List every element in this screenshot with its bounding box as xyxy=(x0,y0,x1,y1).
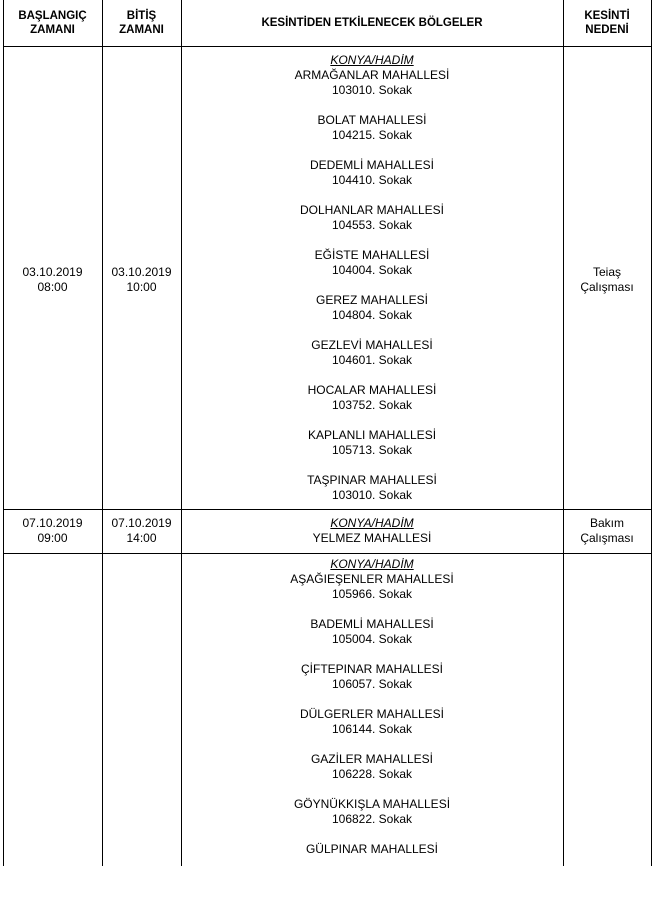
province-label: KONYA/HADİM xyxy=(330,516,414,530)
row-divider-2 xyxy=(3,553,652,554)
header-start-time: BAŞLANGIÇ ZAMANI xyxy=(18,10,87,36)
row3-regions xyxy=(181,557,563,857)
list-item: GEZLEVİ MAHALLESİ 104601. Sokak xyxy=(311,338,433,367)
list-item: GÜLPINAR MAHALLESİ xyxy=(305,842,439,856)
list-item: YELMEZ MAHALLESİ xyxy=(312,531,432,545)
table-border-left xyxy=(3,0,4,866)
list-item: BOLAT MAHALLESİ 104215. Sokak xyxy=(317,113,427,142)
row-divider-1 xyxy=(3,509,652,510)
header-affected-regions: KESİNTİDEN ETKİLENECEK BÖLGELER xyxy=(261,17,483,29)
list-item: HOCALAR MAHALLESİ 103752. Sokak xyxy=(307,383,437,412)
list-item: DEDEMLİ MAHALLESİ 104410. Sokak xyxy=(309,158,435,187)
column-divider-3 xyxy=(563,0,564,866)
list-item: GÖYNÜKKIŞLA MAHALLESİ 106822. Sokak xyxy=(293,797,451,826)
header-reason: KESİNTİ NEDENİ xyxy=(584,10,630,36)
row1-regions xyxy=(181,53,563,503)
list-item: ARMAĞANLAR MAHALLESİ 103010. Sokak xyxy=(294,68,450,97)
row2-start-time: 07.10.2019 09:00 xyxy=(22,516,83,545)
list-item: GEREZ MAHALLESİ 104804. Sokak xyxy=(315,293,429,322)
row1-start-time: 03.10.2019 08:00 xyxy=(22,265,83,294)
header-bottom-border xyxy=(3,46,652,47)
column-divider-1 xyxy=(102,0,103,866)
list-item: AŞAĞIEŞENLER MAHALLESİ 105966. Sokak xyxy=(290,572,454,601)
header-end-time: BİTİŞ ZAMANI xyxy=(119,10,164,36)
row2-reason: Bakım Çalışması xyxy=(580,516,634,545)
list-item: TAŞPINAR MAHALLESİ 103010. Sokak xyxy=(307,473,437,502)
list-item: DOLHANLAR MAHALLESİ 104553. Sokak xyxy=(299,203,445,232)
list-item: GAZİLER MAHALLESİ 106228. Sokak xyxy=(310,752,434,781)
list-item: KAPLANLI MAHALLESİ 105713. Sokak xyxy=(307,428,437,457)
list-item: DÜLGERLER MAHALLESİ 106144. Sokak xyxy=(299,707,445,736)
province-label: KONYA/HADİM xyxy=(330,53,414,67)
list-item: EĞİSTE MAHALLESİ 104004. Sokak xyxy=(314,248,430,277)
row1-end-time: 03.10.2019 10:00 xyxy=(111,265,172,294)
list-item: ÇİFTEPINAR MAHALLESİ 106057. Sokak xyxy=(300,662,444,691)
row1-reason: Teiaş Çalışması xyxy=(580,265,634,294)
row2-end-time: 07.10.2019 14:00 xyxy=(111,516,172,545)
row2-regions xyxy=(181,516,563,546)
table-border-right xyxy=(651,0,652,866)
province-label: KONYA/HADİM xyxy=(330,557,414,571)
list-item: BADEMLİ MAHALLESİ 105004. Sokak xyxy=(310,617,434,646)
